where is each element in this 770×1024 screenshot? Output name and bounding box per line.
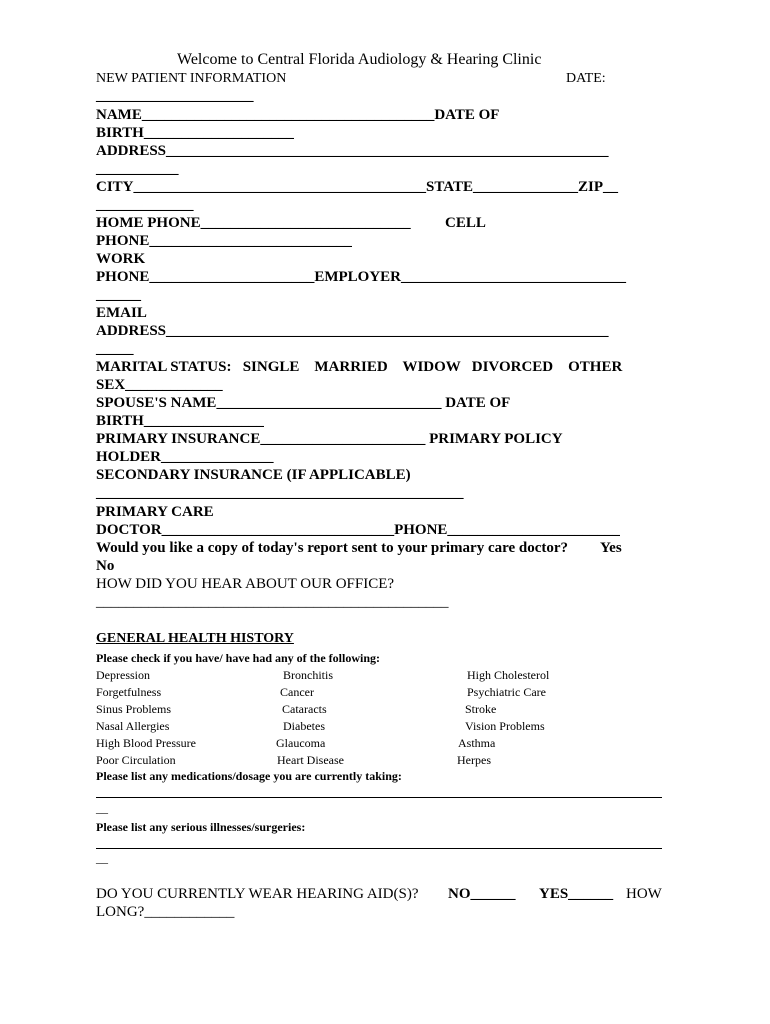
condition-item[interactable]: Psychiatric Care	[467, 685, 546, 699]
form-title: Welcome to Central Florida Audiology & Hearing Clinic	[177, 51, 542, 68]
address-field-continued[interactable]: ___________	[96, 161, 179, 177]
condition-item[interactable]: Stroke	[465, 702, 497, 716]
hearing-aid-duration-field[interactable]: LONG?____________	[96, 904, 235, 920]
report-yes-option[interactable]: Yes	[600, 540, 622, 556]
hearing-aid-how-label: HOW	[626, 886, 662, 902]
policy-holder-field[interactable]: HOLDER_______________	[96, 449, 274, 465]
condition-item[interactable]: High Blood Pressure	[96, 736, 196, 750]
work-phone-employer-field[interactable]: PHONE______________________EMPLOYER______________________________	[96, 269, 627, 285]
email-address-field[interactable]: ADDRESS___________________________________________________________	[96, 323, 609, 339]
email-field-continued[interactable]: _____	[96, 341, 134, 357]
illnesses-line-continued[interactable]: __	[96, 851, 108, 865]
doctor-phone-field[interactable]: DOCTOR_______________________________PHONE_______________________	[96, 522, 620, 538]
report-copy-question: Would you like a copy of today's report sent to your primary care doctor?	[96, 540, 569, 556]
hearing-aid-no-field[interactable]: NO______	[448, 886, 516, 902]
birth-field[interactable]: BIRTH____________________	[96, 125, 294, 141]
health-instruction: Please check if you have/ have had any of the following:	[96, 651, 380, 665]
condition-item[interactable]: Cataracts	[282, 702, 327, 716]
marital-status-options[interactable]: MARITAL STATUS: SINGLE MARRIED WIDOW DIVORCED OTHER	[96, 359, 623, 375]
illnesses-prompt: Please list any serious illnesses/surgeries:	[96, 820, 306, 834]
primary-insurance-field[interactable]: PRIMARY INSURANCE______________________ PRIMARY POLICY	[96, 431, 563, 447]
medications-line-continued[interactable]: __	[96, 801, 108, 815]
referral-question: HOW DID YOU HEAR ABOUT OUR OFFICE?	[96, 576, 395, 592]
email-label: EMAIL	[96, 305, 147, 321]
work-field-continued[interactable]: ______	[96, 287, 141, 303]
cell-label: CELL	[445, 215, 486, 231]
medications-prompt: Please list any medications/dosage you are currently taking:	[96, 769, 402, 783]
secondary-insurance-label: SECONDARY INSURANCE (IF APPLICABLE)	[96, 467, 411, 483]
condition-item[interactable]: Diabetes	[283, 719, 325, 733]
name-field[interactable]: NAME_______________________________________DATE OF	[96, 107, 500, 123]
medications-line[interactable]	[96, 797, 662, 798]
condition-item[interactable]: Vision Problems	[465, 719, 545, 733]
condition-item[interactable]: Glaucoma	[276, 736, 326, 750]
spouse-birth-field[interactable]: BIRTH________________	[96, 413, 264, 429]
condition-item[interactable]: High Cholesterol	[467, 668, 550, 682]
work-label: WORK	[96, 251, 146, 267]
cell-phone-field[interactable]: PHONE___________________________	[96, 233, 352, 249]
spouse-name-field[interactable]: SPOUSE'S NAME______________________________ DATE OF	[96, 395, 511, 411]
date-label: DATE:	[566, 71, 606, 86]
secondary-insurance-field[interactable]: _________________________________________________	[96, 485, 464, 501]
condition-item[interactable]: Depression	[96, 668, 150, 682]
condition-item[interactable]: Bronchitis	[283, 668, 333, 682]
city-field-continued[interactable]: _____________	[96, 197, 194, 213]
city-state-zip-field[interactable]: CITY_______________________________________STATE______________ZIP__	[96, 179, 618, 195]
condition-item[interactable]: Poor Circulation	[96, 753, 176, 767]
condition-item[interactable]: Sinus Problems	[96, 702, 172, 716]
hearing-aid-yes-field[interactable]: YES______	[539, 886, 614, 902]
sex-field[interactable]: SEX_____________	[96, 377, 223, 393]
condition-item[interactable]: Heart Disease	[277, 753, 344, 767]
address-field[interactable]: ADDRESS___________________________________________________________	[96, 143, 609, 159]
condition-item[interactable]: Forgetfulness	[96, 685, 162, 699]
condition-item[interactable]: Herpes	[457, 753, 491, 767]
hearing-aid-question: DO YOU CURRENTLY WEAR HEARING AID(S)?	[96, 886, 419, 902]
referral-field[interactable]: _______________________________________________	[96, 594, 449, 610]
date-field[interactable]: _____________________	[96, 88, 254, 104]
health-history-heading: GENERAL HEALTH HISTORY	[96, 631, 294, 646]
condition-item[interactable]: Nasal Allergies	[96, 719, 170, 733]
report-no-option[interactable]: No	[96, 558, 115, 574]
condition-item[interactable]: Cancer	[280, 685, 314, 699]
home-phone-field[interactable]: HOME PHONE____________________________	[96, 215, 411, 231]
condition-item[interactable]: Asthma	[458, 736, 496, 750]
form-subtitle: NEW PATIENT INFORMATION	[96, 71, 287, 86]
primary-care-label: PRIMARY CARE	[96, 504, 214, 520]
illnesses-line[interactable]	[96, 848, 662, 849]
